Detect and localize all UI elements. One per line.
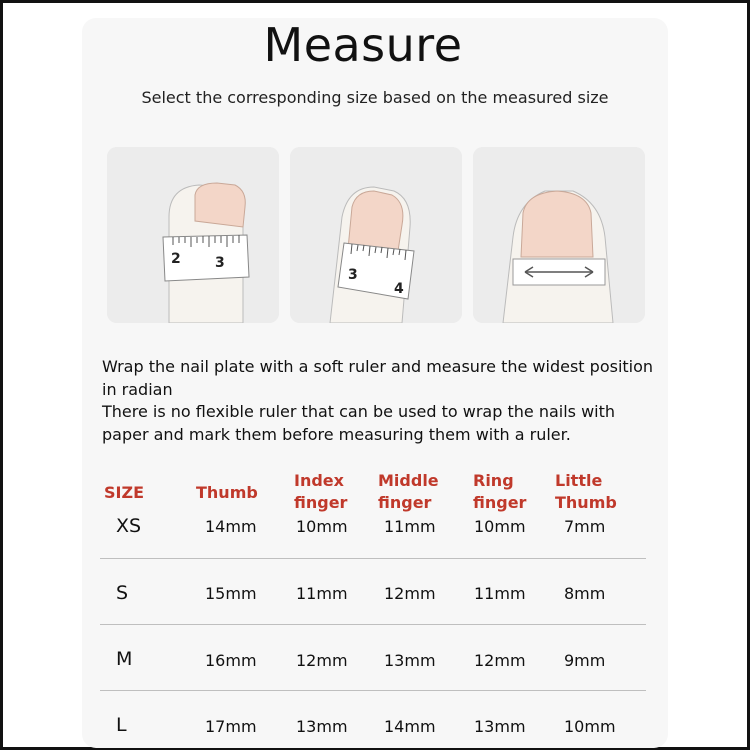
page-subtitle: Select the corresponding size based on the measured size [141, 88, 609, 107]
cell-l-ring: 13mm [474, 717, 526, 736]
cell-m-index: 12mm [296, 651, 348, 670]
cell-m-little: 9mm [564, 651, 606, 670]
ruler-label-3b: 3 [348, 267, 358, 283]
cell-l-little: 10mm [564, 717, 616, 736]
instruction-line-2: There is no flexible ruler that can be used to wrap the nails with paper and mark them before measuring them with a ruler. [102, 402, 616, 444]
cell-xs-middle: 11mm [384, 517, 436, 536]
cell-l-index: 13mm [296, 717, 348, 736]
size-label-xs: XS [116, 515, 142, 537]
row-divider [100, 558, 646, 559]
size-label-m: M [116, 648, 133, 670]
cell-s-thumb: 15mm [205, 584, 257, 603]
ruler-label-4: 4 [394, 281, 404, 297]
cell-s-middle: 12mm [384, 584, 436, 603]
size-label-l: L [116, 714, 127, 736]
cell-m-middle: 13mm [384, 651, 436, 670]
ruler-label-3: 3 [215, 255, 225, 271]
header-little-thumb: Little Thumb [555, 471, 617, 512]
cell-xs-little: 7mm [564, 517, 606, 536]
header-size: SIZE [104, 483, 145, 502]
size-label-s: S [116, 582, 129, 604]
ruler-label-2: 2 [171, 251, 181, 267]
cell-xs-thumb: 14mm [205, 517, 257, 536]
cell-s-little: 8mm [564, 584, 606, 603]
cell-m-ring: 12mm [474, 651, 526, 670]
row-divider [100, 624, 646, 625]
header-index-finger: Index finger [294, 471, 348, 512]
header-middle-finger: Middle finger [378, 471, 439, 512]
cell-m-thumb: 16mm [205, 651, 257, 670]
cell-s-index: 11mm [296, 584, 348, 603]
cell-s-ring: 11mm [474, 584, 526, 603]
cell-xs-index: 10mm [296, 517, 348, 536]
page-title: Measure [263, 18, 463, 72]
header-ring-finger: Ring finger [473, 471, 527, 512]
cell-xs-ring: 10mm [474, 517, 526, 536]
header-thumb: Thumb [196, 483, 258, 502]
instruction-line-1: Wrap the nail plate with a soft ruler and measure the widest position in radian [102, 357, 654, 399]
row-divider [100, 690, 646, 691]
cell-l-middle: 14mm [384, 717, 436, 736]
cell-l-thumb: 17mm [205, 717, 257, 736]
